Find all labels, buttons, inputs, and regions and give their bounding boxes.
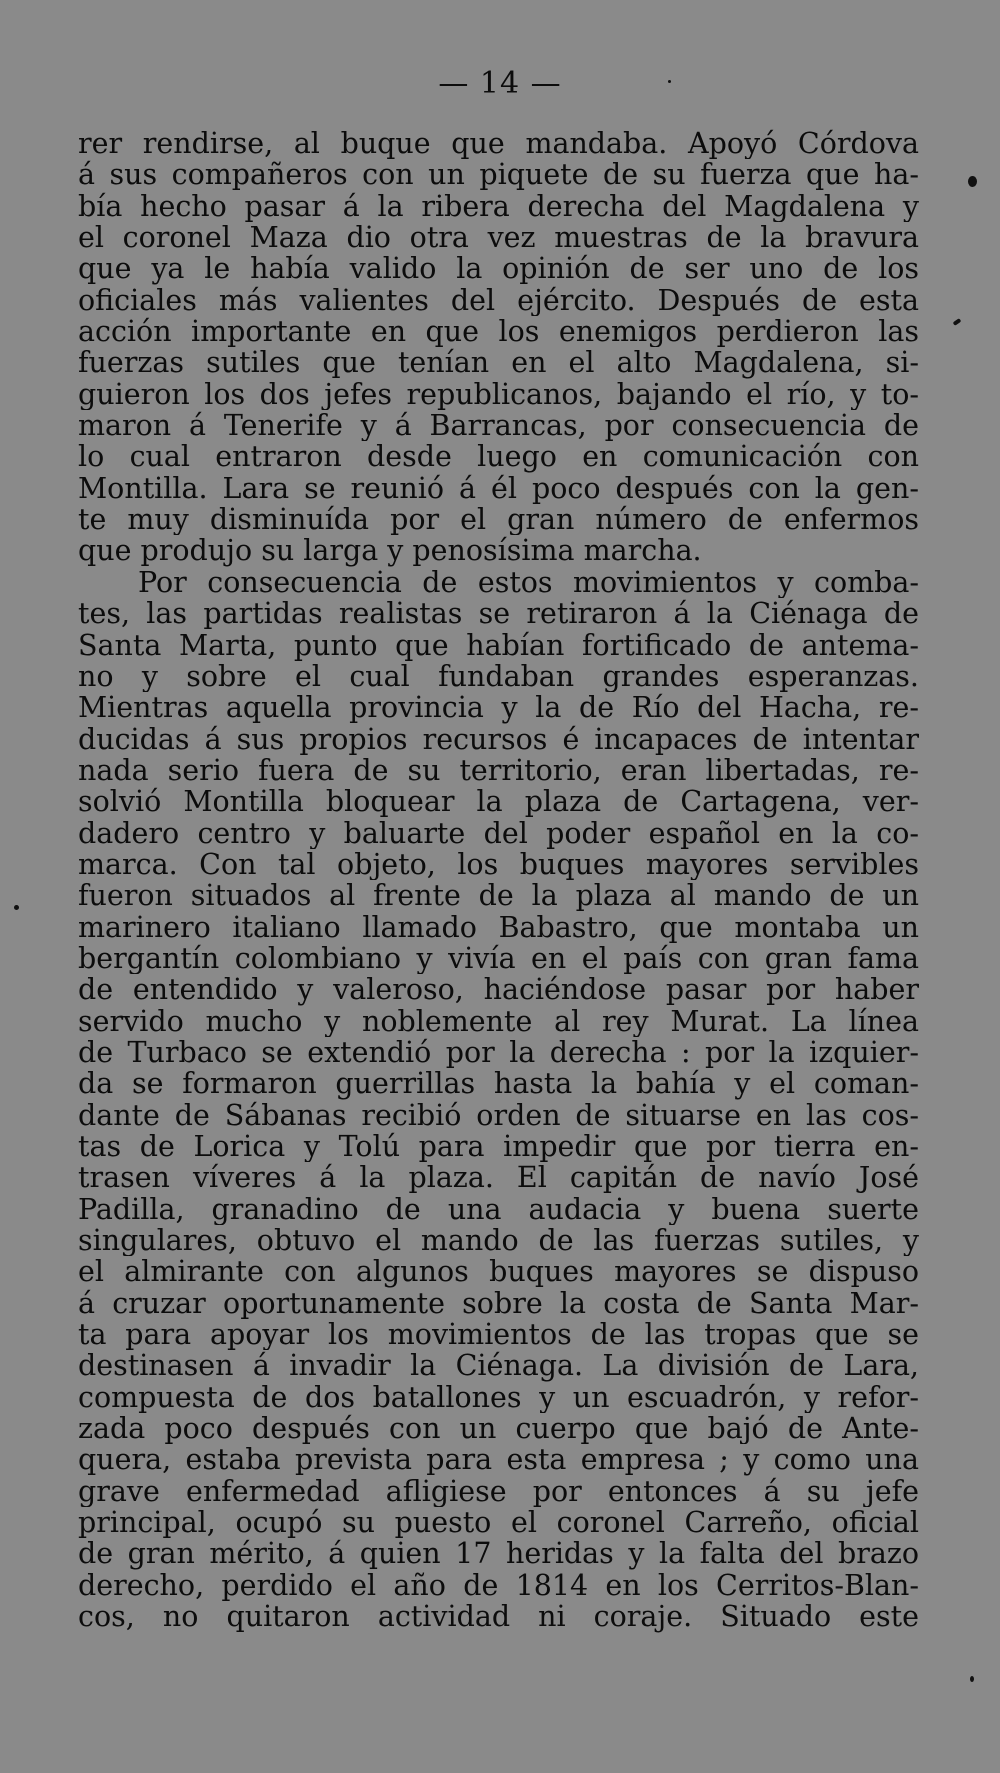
ink-speck	[953, 318, 962, 326]
text-line: acción importante en que los enemigos perdieron las	[78, 316, 919, 348]
text-line: Mientras aquella provincia y la de Río del Hacha, re-	[78, 692, 919, 724]
page-number: — 14 —	[438, 66, 562, 101]
text-line: quera, estaba prevista para esta empresa ; y como una	[78, 1444, 919, 1476]
text-line: trasen víveres á la plaza. El capitán de navío José	[78, 1162, 919, 1194]
text-line: maron á Tenerife y á Barrancas, por consecuencia de	[78, 410, 919, 442]
text-line: compuesta de dos batallones y un escuadrón, y refor-	[78, 1381, 919, 1414]
text-line: el coronel Maza dio otra vez muestras de la bravura	[78, 222, 919, 254]
text-line: dadero centro y baluarte del poder español en la co-	[78, 817, 919, 849]
text-line: ducidas á sus propios recursos é incapaces de intentar	[78, 723, 919, 755]
text-line: te muy disminuída por el gran número de enfermos	[78, 504, 919, 536]
text-line: grave enfermedad afligiese por entonces á su jefe	[78, 1475, 919, 1508]
text-line: fuerzas sutiles que tenían en el alto Magdalena, si-	[78, 347, 919, 379]
text-line: de entendido y valeroso, haciéndose pasar por haber	[78, 974, 919, 1006]
text-line: solvió Montilla bloquear la plaza de Cartagena, ver-	[78, 786, 919, 818]
text-line: da se formaron guerrillas hasta la bahía y el coman-	[78, 1068, 919, 1100]
text-line: guieron los dos jefes republicanos, bajando el río, y to-	[78, 378, 919, 411]
text-line: principal, ocupó su puesto el coronel Carreño, oficial	[78, 1507, 919, 1539]
ink-speck	[970, 1676, 974, 1682]
text-line: cos, no quitaron actividad ni coraje. Situado este	[78, 1601, 919, 1633]
text-line: que ya le había valido la opinión de ser uno de los	[78, 253, 919, 285]
text-line: derecho, perdido el año de 1814 en los Cerritos-Blan-	[78, 1569, 919, 1602]
text-line: de gran mérito, á quien 17 heridas y la falta del brazo	[78, 1538, 919, 1570]
text-line: tes, las partidas realistas se retiraron á la Ciénaga de	[78, 598, 919, 630]
text-line: Montilla. Lara se reunió á él poco después con la gen-	[78, 472, 919, 505]
ink-speck	[668, 80, 671, 83]
text-line: singulares, obtuvo el mando de las fuerzas sutiles, y	[78, 1225, 919, 1257]
text-line: dante de Sábanas recibió orden de situarse en las cos-	[78, 1099, 919, 1131]
ink-speck	[968, 176, 977, 187]
text-line: nada serio fuera de su territorio, eran libertadas, re-	[78, 754, 919, 787]
text-line: bergantín colombiano y vivía en el país con gran fama	[78, 942, 919, 975]
text-line: marca. Con tal objeto, los buques mayores servibles	[78, 848, 919, 881]
text-line: zada poco después con un cuerpo que bajó de Ante-	[78, 1413, 919, 1445]
text-line: marinero italiano llamado Babastro, que montaba un	[78, 911, 919, 943]
body-text	[78, 128, 919, 1633]
text-line: á cruzar oportunamente sobre la costa de Santa Mar-	[78, 1287, 919, 1320]
text-line: á sus compañeros con un piquete de su fuerza que ha-	[78, 159, 919, 191]
text-line: Santa Marta, punto que habían fortificado de antema-	[78, 629, 919, 661]
text-line: fueron situados al frente de la plaza al mando de un	[78, 880, 919, 912]
ink-speck	[14, 905, 19, 910]
text-line: que produjo su larga y penosísima marcha.	[78, 535, 702, 567]
text-line: Padilla, granadino de una audacia y buena suerte	[78, 1193, 919, 1226]
text-line: el almirante con algunos buques mayores se dispuso	[78, 1256, 919, 1288]
text-line: Por consecuencia de estos movimientos y comba-	[138, 566, 919, 599]
text-line: tas de Lorica y Tolú para impedir que por tierra en-	[78, 1131, 919, 1163]
text-line: ta para apoyar los movimientos de las tropas que se	[78, 1319, 919, 1351]
text-line: destinasen á invadir la Ciénaga. La división de Lara,	[78, 1350, 919, 1382]
text-line: bía hecho pasar á la ribera derecha del Magdalena y	[78, 190, 919, 223]
text-line: rer rendirse, al buque que mandaba. Apoyó Córdova	[78, 128, 919, 160]
text-line: de Turbaco se extendió por la derecha : por la izquier-	[78, 1036, 919, 1069]
text-line: oficiales más valientes del ejército. Después de esta	[78, 284, 919, 317]
text-line: lo cual entraron desde luego en comunicación con	[78, 441, 919, 473]
text-line: servido mucho y noblemente al rey Murat. La línea	[78, 1005, 919, 1037]
text-line: no y sobre el cual fundaban grandes esperanzas.	[78, 660, 919, 693]
